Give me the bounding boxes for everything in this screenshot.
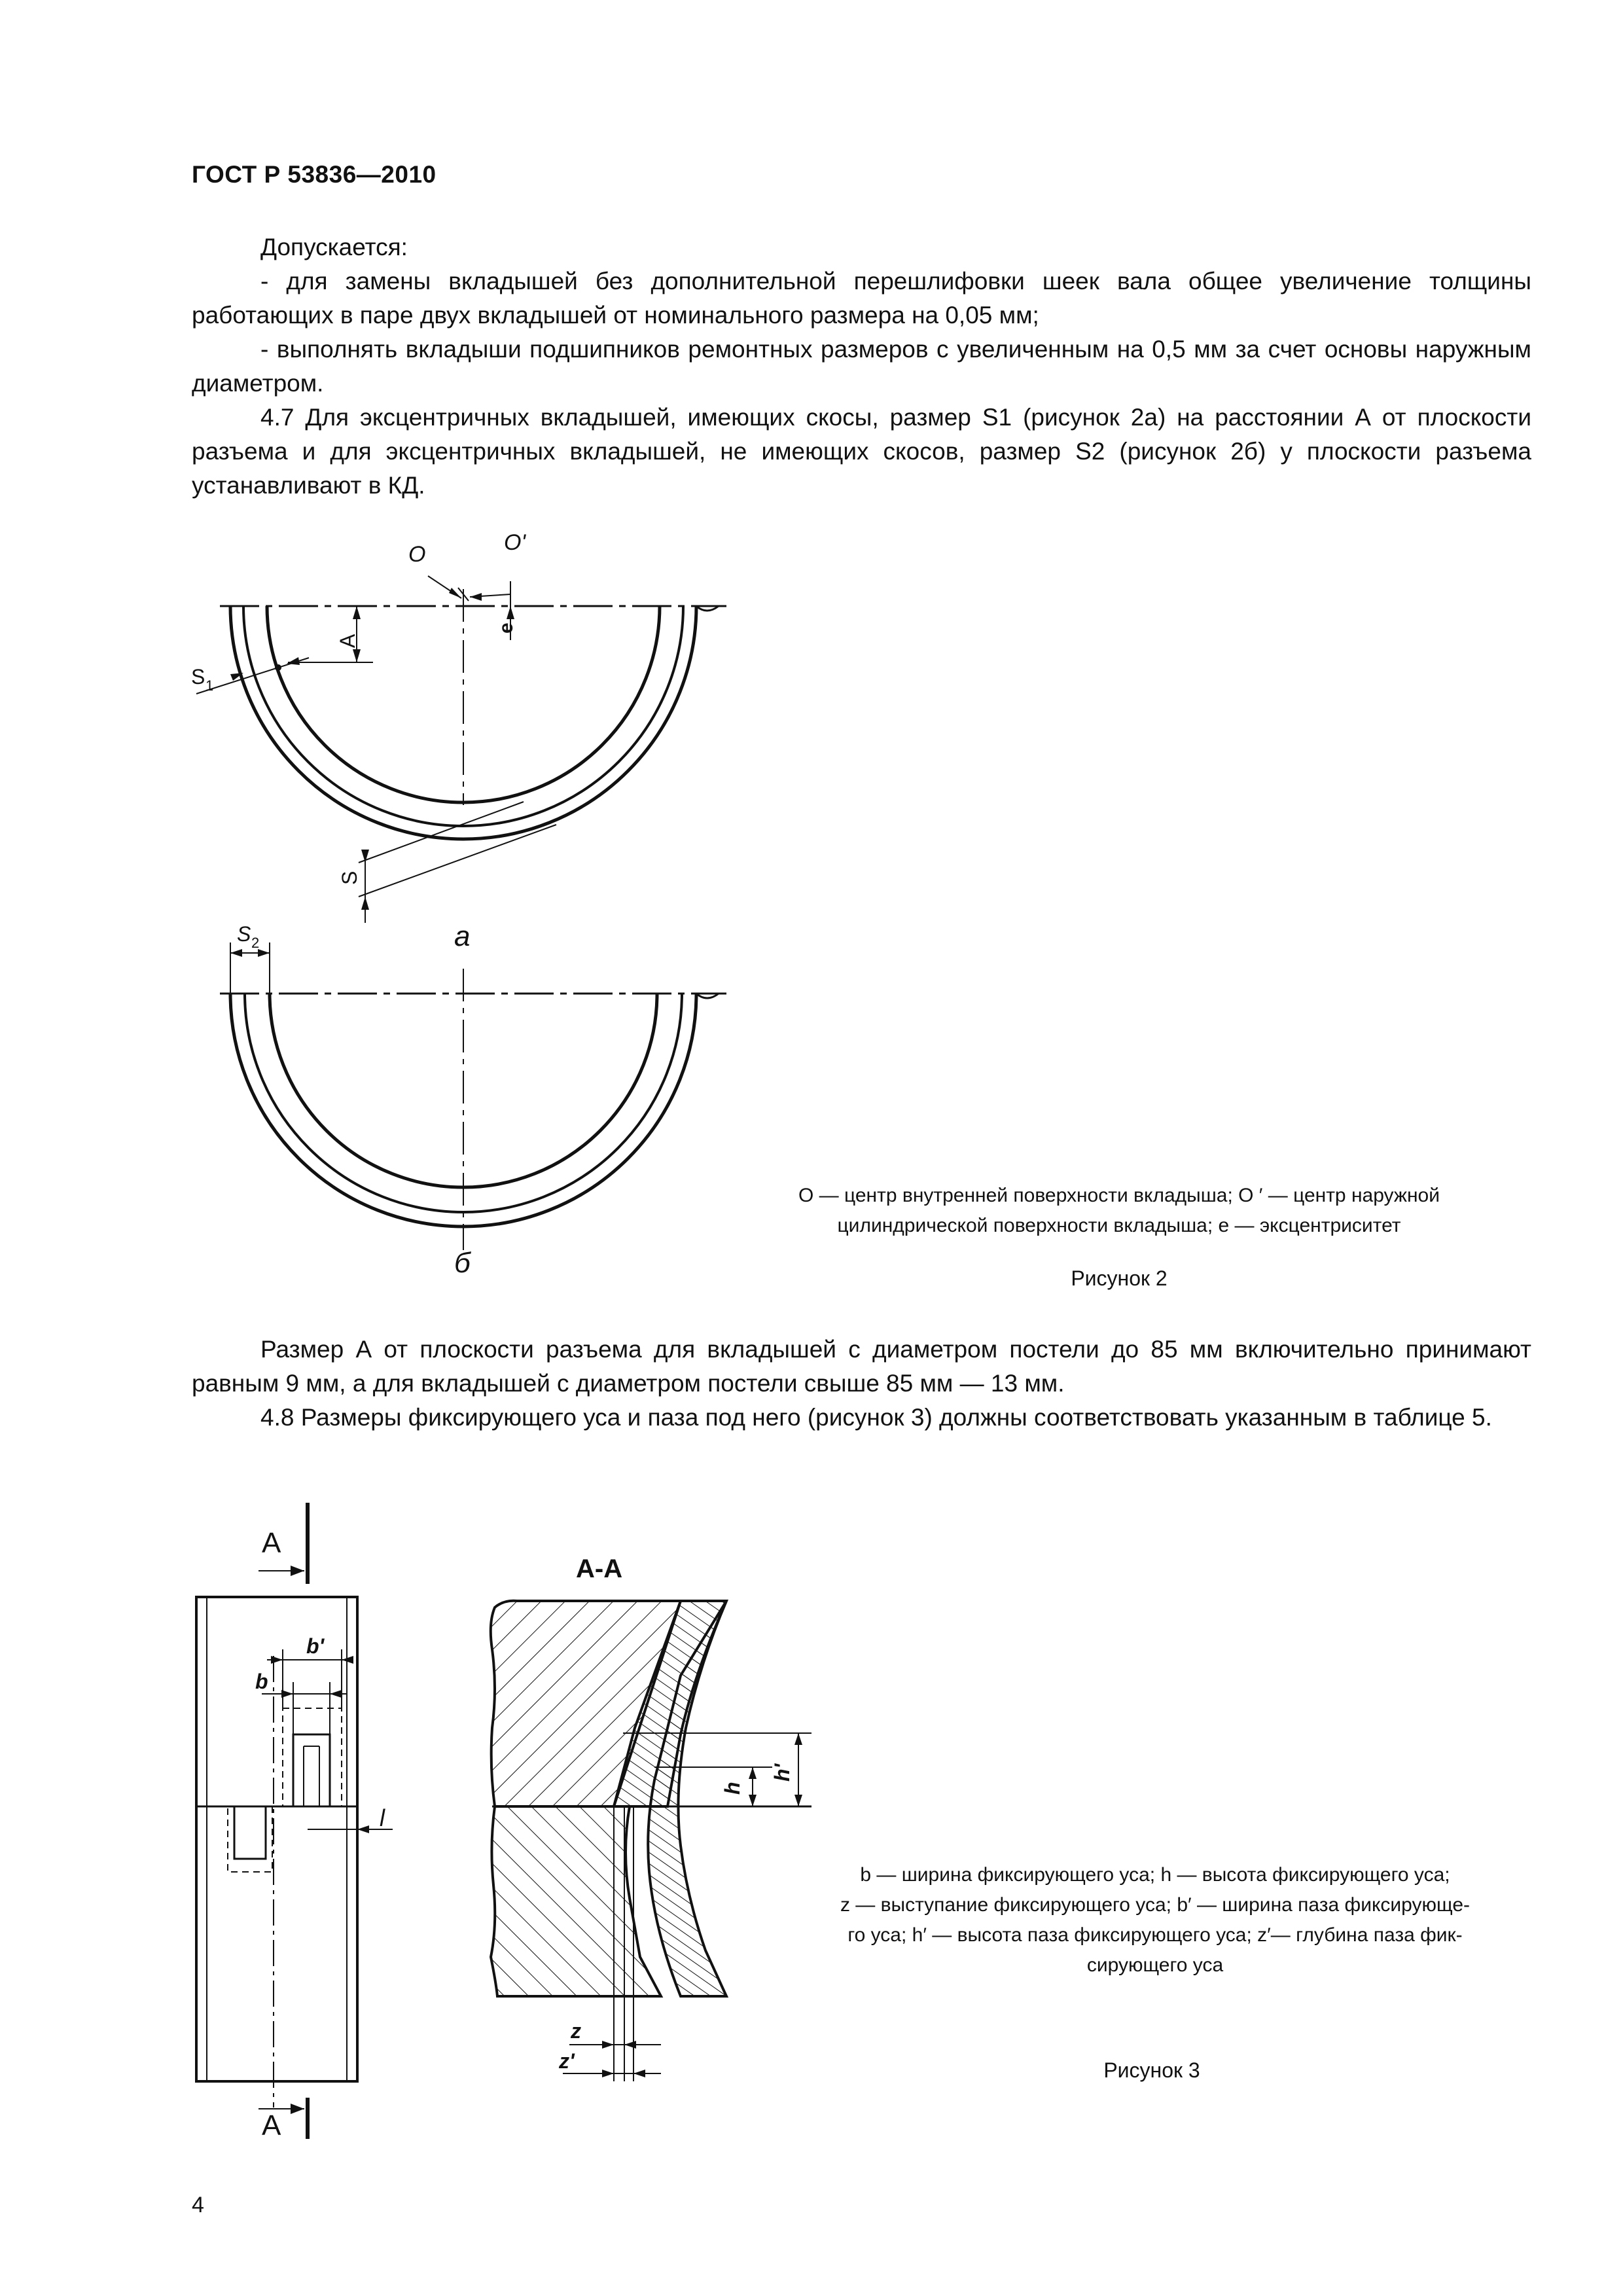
page-number: 4	[192, 2193, 204, 2217]
legend-line: цилиндрической поверхности вкладыша; e — эксцентриситет	[837, 1215, 1401, 1236]
label-o-prime: O'	[504, 530, 526, 555]
figure-2-title: Рисунок 2	[1071, 1266, 1168, 1290]
legend-line: O — центр внутренней поверхности вкладыша; O ′ — центр наружной	[798, 1185, 1440, 1206]
figure-2b	[220, 922, 726, 1250]
label-z: z	[571, 2019, 581, 2043]
label-a-top: A	[262, 1527, 281, 1559]
label-a: A	[336, 634, 359, 648]
label-h-prime: h'	[770, 1763, 794, 1782]
legend-line: го уса; h′ — высота паза фиксирующего уса; z′— глубина паза фик-	[847, 1924, 1463, 1946]
paragraph: Допускается:	[260, 234, 408, 260]
paragraph: - для замены вкладышей без дополнительной перешлифовки шеек вала общее увеличение толщины работающих в паре двух вкладышей от номинального размера на 0,05 мм;	[192, 268, 1531, 329]
figure-2a	[191, 530, 726, 923]
figure-3-legend	[798, 1860, 1512, 1981]
label-s1-sub: 1	[205, 677, 214, 694]
legend-line: z — выступание фиксирующего уса; b′ — ширина паза фиксирующе-	[840, 1894, 1471, 1916]
figure-2b-label: б	[454, 1247, 471, 1279]
figure-3-left-view	[196, 1503, 393, 2142]
text-block-2	[192, 1333, 1531, 1435]
label-l: l	[380, 1804, 385, 1831]
label-a-bottom: A	[262, 2109, 281, 2142]
label-section: А-А	[576, 1554, 623, 1583]
label-o: O	[408, 542, 426, 567]
paragraph: Размер А от плоскости разъема для вкладышей с диаметром постели до 85 мм включительно принимают равным 9 мм, а для вкладышей с диаметром постели свыше 85 мм — 13 мм.	[192, 1336, 1531, 1397]
label-s2: S	[237, 922, 251, 946]
label-z-prime: z'	[559, 2049, 575, 2073]
label-b-prime: b'	[306, 1634, 325, 1658]
paragraph: 4.8 Размеры фиксирующего уса и паза под него (рисунок 3) должны соответствовать указанным в таблице 5.	[260, 1404, 1492, 1431]
legend-line: b — ширина фиксирующего уса; h — высота фиксирующего уса;	[860, 1864, 1450, 1886]
label-s: S	[338, 870, 361, 885]
figure-3-section	[491, 1554, 812, 2081]
label-e: e	[495, 622, 517, 634]
figure-2a-label: а	[454, 920, 471, 952]
label-b: b	[255, 1670, 268, 1693]
paragraph: 4.7 Для эксцентричных вкладышей, имеющих скосы, размер S1 (рисунок 2а) на расстоянии А от плоскости разъема и для эксцентричных вкладышей, не имеющих скосов, размер S2 (рисунок 2б) у плоскости разъема устанавливают в КД.	[192, 404, 1531, 499]
legend-line: сирующего уса	[1086, 1954, 1224, 1976]
label-s2-sub: 2	[251, 935, 260, 951]
document-header: ГОСТ Р 53836—2010	[192, 161, 437, 188]
figure-3-title: Рисунок 3	[1103, 2058, 1200, 2082]
figure-2-legend	[759, 1181, 1479, 1241]
label-h: h	[721, 1782, 744, 1795]
paragraph: - выполнять вкладыши подшипников ремонтных размеров с увеличенным на 0,5 мм за счет основы наружным диаметром.	[192, 336, 1531, 397]
label-s1: S	[191, 665, 205, 689]
